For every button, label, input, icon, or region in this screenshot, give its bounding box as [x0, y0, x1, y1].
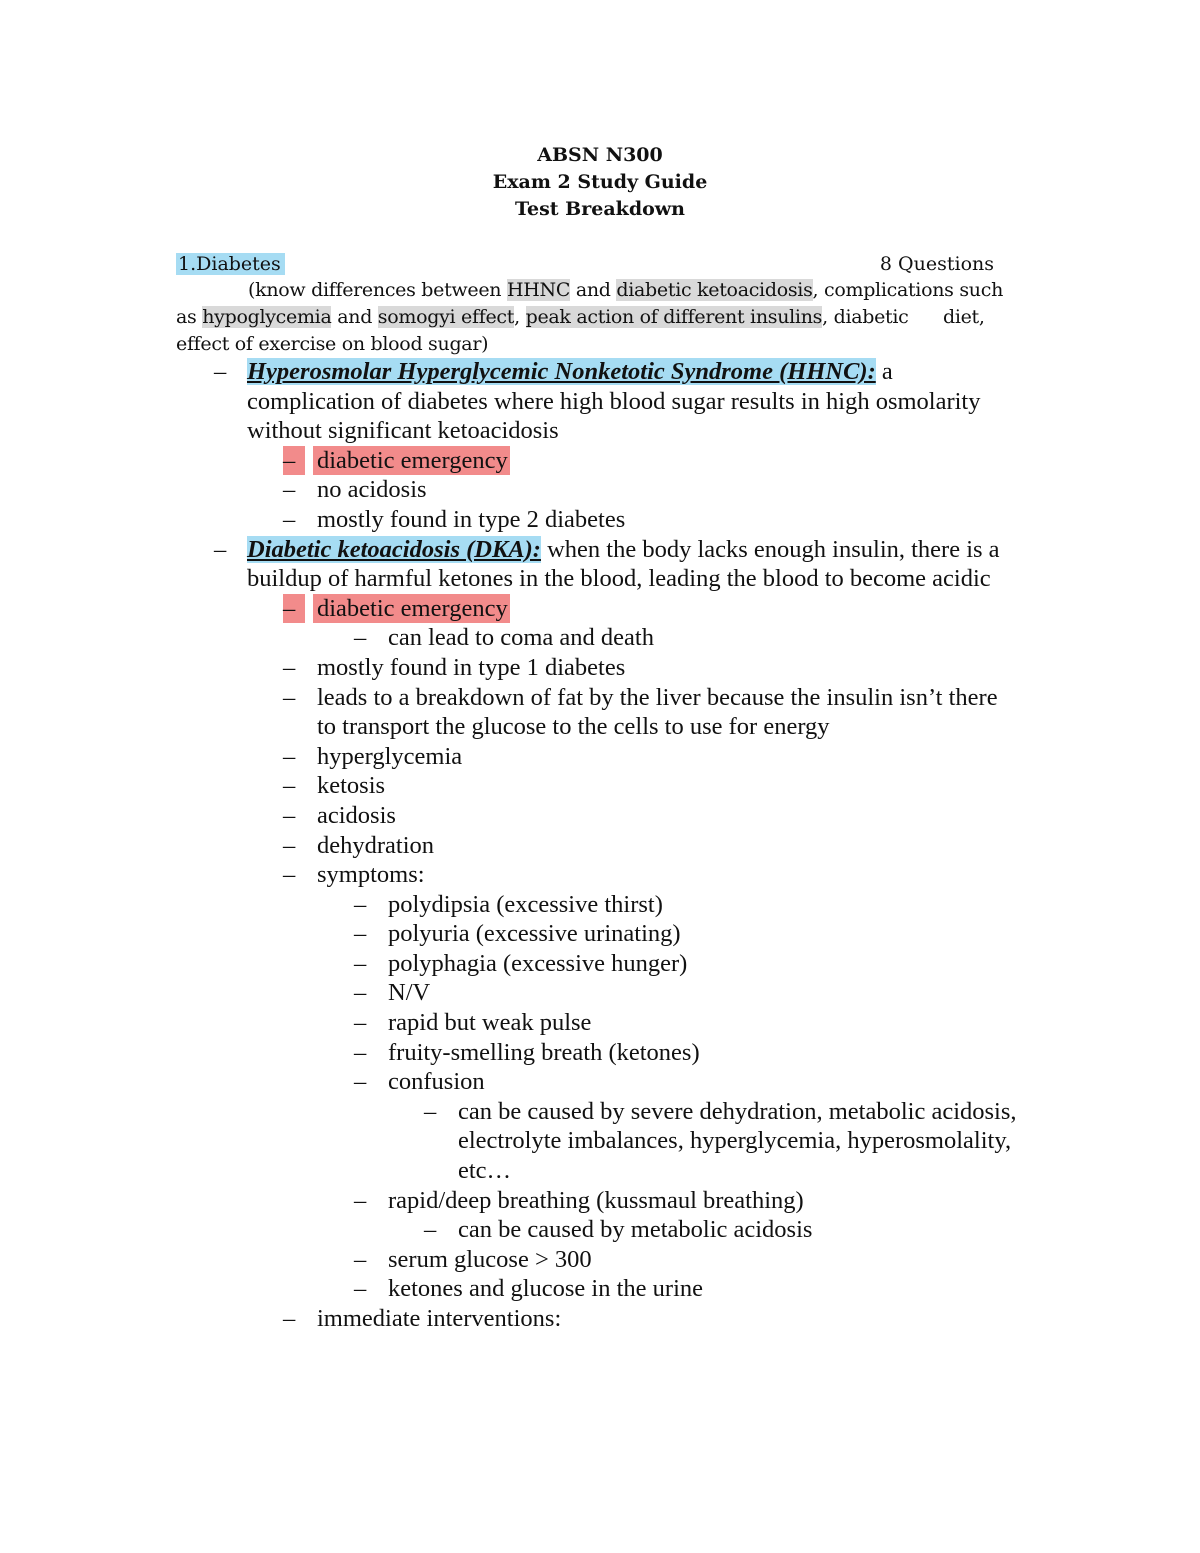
list-item-text: polyphagia (excessive hunger): [388, 949, 688, 977]
list-item: [0, 1038, 1022, 1068]
list-item-text: N/V: [388, 979, 431, 1007]
list-item-text: can be caused by severe dehydration, metabolic acidosis, electrolyte imbalances, hyperglycemia, hyperosmolality, etc…: [458, 1097, 1017, 1185]
intro-text: , diabetic diet,: [822, 306, 985, 328]
list-item-text: polyuria (excessive urinating): [388, 920, 681, 948]
list-item-text: ketones and glucose in the urine: [388, 1275, 704, 1303]
section-title: 1.Diabetes: [176, 253, 285, 275]
list-item: [0, 860, 1022, 890]
list-item-text: mostly found in type 1 diabetes: [317, 653, 626, 681]
list-item-text: can be caused by metabolic acidosis: [458, 1216, 813, 1244]
notes-list: [0, 357, 1200, 1334]
dash-bullet: –: [354, 979, 367, 1007]
list-item: [0, 1097, 1022, 1186]
list-item-text: serum glucose > 300: [388, 1245, 592, 1273]
intro-text: as: [176, 306, 203, 328]
document-subtitle: Test Breakdown: [515, 198, 685, 220]
dash-bullet: –: [424, 1097, 437, 1125]
list-item: [0, 1245, 1022, 1275]
dash-bullet: –: [283, 476, 296, 504]
list-item-text: acidosis: [317, 801, 396, 829]
list-item: [0, 1008, 1022, 1038]
intro-text: and: [331, 306, 378, 328]
dash-bullet: –: [354, 624, 367, 652]
list-item-text: leads to a breakdown of fat by the liver because the insulin isn’t there to transport the glucose to the cells to use for energy: [317, 683, 998, 741]
emergency-highlight: diabetic emergency: [313, 446, 510, 476]
dash-bullet: –: [354, 1275, 367, 1303]
dash-bullet: –: [214, 358, 227, 385]
list-item-text: polydipsia (excessive thirst): [388, 890, 663, 918]
exam-title: Exam 2 Study Guide: [492, 171, 708, 193]
dash-bullet: –: [354, 1038, 367, 1066]
list-item-dka: [0, 535, 1022, 594]
document-header: [0, 142, 1200, 223]
term-hhnc: Hyperosmolar Hyperglycemic Nonketotic Syndrome (HHNC):: [247, 358, 876, 385]
list-item-text: rapid but weak pulse: [388, 1009, 592, 1037]
list-item-hhnc: [0, 357, 1022, 446]
dash-bullet: –: [283, 861, 296, 889]
dash-bullet: –: [283, 446, 305, 476]
dash-bullet: –: [283, 742, 296, 770]
intro-text: ,: [514, 306, 526, 328]
dash-bullet: –: [354, 920, 367, 948]
list-item: [0, 742, 1022, 772]
dash-bullet: –: [354, 890, 367, 918]
dash-bullet: –: [283, 801, 296, 829]
list-item-text: ketosis: [317, 772, 386, 800]
list-item-text: dehydration: [317, 831, 435, 859]
list-item-text: immediate interventions:: [317, 1305, 562, 1332]
intro-line-2: [176, 304, 1016, 331]
definition-dka: when the body lacks enough insulin, there is a buildup of harmful ketones in the blood, leading the blood to become acidic: [247, 535, 1000, 593]
highlight-dka: diabetic ketoacidosis: [616, 279, 813, 301]
dash-bullet: –: [354, 1009, 367, 1037]
section-intro: [176, 277, 1016, 358]
question-count: 8 Questions: [879, 253, 994, 275]
list-item-text: no acidosis: [317, 476, 427, 504]
list-item: [0, 1304, 1022, 1334]
intro-line-3: [176, 331, 1016, 358]
list-item: [0, 831, 1022, 861]
dash-bullet: –: [283, 772, 296, 800]
list-item: [0, 1215, 1022, 1245]
intro-text: , complications such: [812, 279, 1004, 301]
intro-text: (know differences between: [248, 279, 507, 301]
list-item: [0, 949, 1022, 979]
dash-bullet: –: [283, 683, 296, 711]
dash-bullet: –: [214, 535, 227, 563]
list-item: [0, 594, 1022, 624]
list-item: [0, 505, 1022, 535]
list-item-text: mostly found in type 2 diabetes: [317, 505, 626, 533]
list-item: [0, 475, 1022, 505]
term-dka: Diabetic ketoacidosis (DKA):: [247, 535, 541, 563]
dash-bullet: –: [354, 949, 367, 977]
intro-text: and: [570, 279, 617, 301]
list-item-text: symptoms:: [317, 861, 425, 889]
definition-hhnc: a complication of diabetes where high blood sugar results in high osmolarity without significant ketoacidosis: [247, 358, 981, 445]
dash-bullet: –: [283, 1305, 296, 1332]
highlight-insulins: peak action of different insulins: [525, 306, 823, 328]
list-item: [0, 653, 1022, 683]
list-item-text: hyperglycemia: [317, 742, 463, 770]
list-item: [0, 801, 1022, 831]
list-item: [0, 1186, 1022, 1216]
list-item: [0, 683, 1022, 742]
list-item: [0, 1274, 1022, 1304]
list-item: [0, 446, 1022, 476]
course-title: ABSN N300: [537, 144, 663, 166]
dash-bullet: –: [354, 1186, 367, 1214]
list-item: [0, 771, 1022, 801]
list-item: [0, 919, 1022, 949]
dash-bullet: –: [283, 653, 296, 681]
list-item: [0, 623, 1022, 653]
list-item: [0, 890, 1022, 920]
dash-bullet: –: [354, 1068, 367, 1096]
dash-bullet: –: [283, 594, 305, 624]
list-item-text: rapid/deep breathing (kussmaul breathing): [388, 1186, 804, 1214]
emergency-highlight: diabetic emergency: [313, 594, 510, 624]
intro-text: effect of exercise on blood sugar): [176, 333, 489, 355]
list-item: [0, 978, 1022, 1008]
section-heading: [176, 250, 996, 278]
highlight-hhnc: HHNC: [506, 279, 571, 301]
list-item-text: confusion: [388, 1068, 485, 1096]
list-item-text: fruity-smelling breath (ketones): [388, 1038, 700, 1066]
intro-line-1: [176, 277, 1016, 304]
dash-bullet: –: [424, 1216, 437, 1244]
highlight-somogyi: somogyi effect: [377, 306, 515, 328]
highlight-hypoglycemia: hypoglycemia: [202, 306, 332, 328]
dash-bullet: –: [283, 505, 296, 533]
dash-bullet: –: [354, 1245, 367, 1273]
dash-bullet: –: [283, 831, 296, 859]
list-item: [0, 1067, 1022, 1097]
list-item-text: can lead to coma and death: [388, 624, 654, 652]
